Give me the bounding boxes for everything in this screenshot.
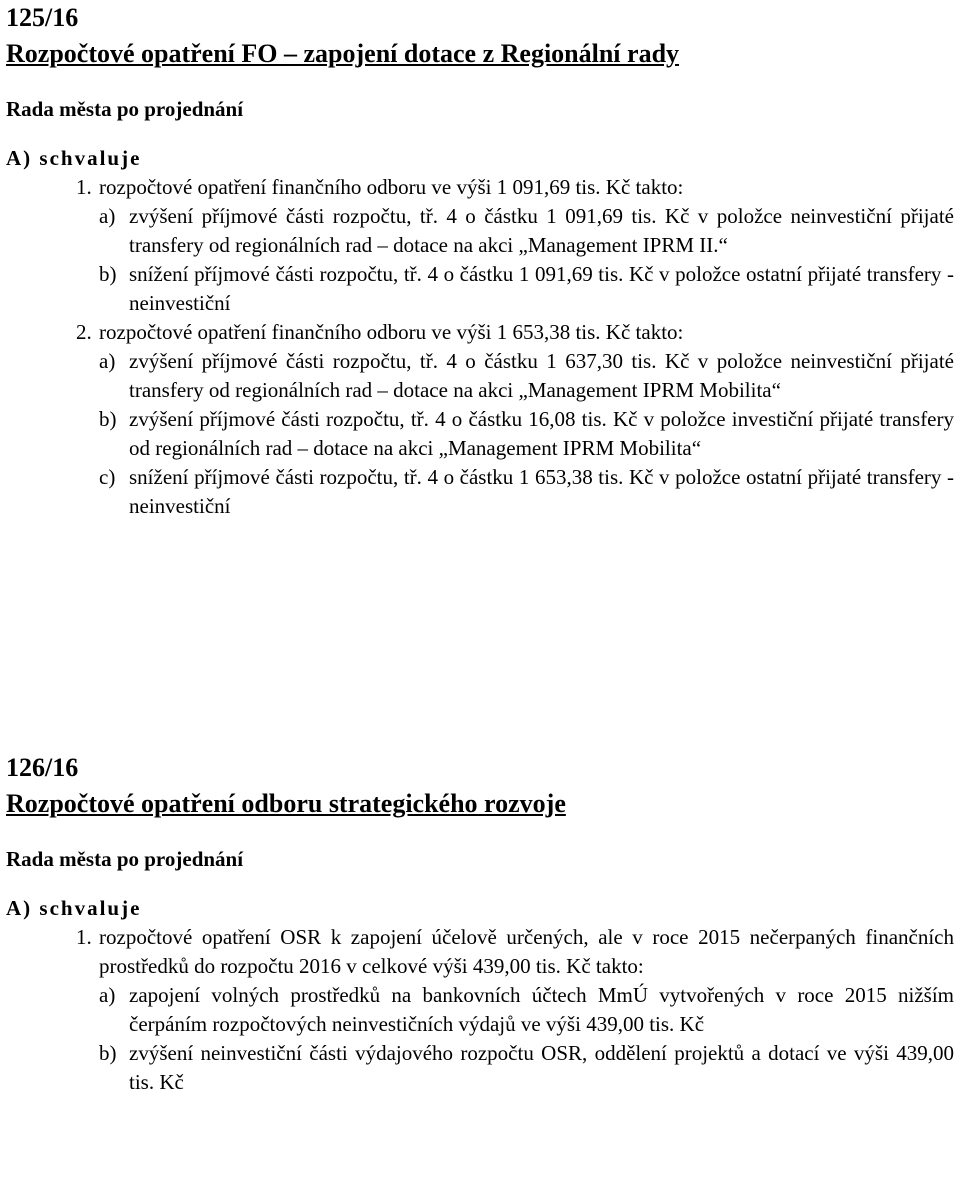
sub-item-letter: b)	[99, 1041, 117, 1065]
sub-item-text: zvýšení příjmové části rozpočtu, tř. 4 o částku 16,08 tis. Kč v položce investiční přijaté transfery od regionálních rad – dotace na akci „Management IPRM Mobilita“	[129, 407, 954, 460]
sub-item	[99, 202, 954, 260]
sub-item	[99, 260, 954, 318]
sub-item	[99, 463, 954, 521]
council-heading: Rada města po projednání	[6, 97, 244, 121]
sub-item-letter: c)	[99, 465, 116, 489]
sub-item-text: snížení příjmové části rozpočtu, tř. 4 o částku 1 091,69 tis. Kč v položce ostatní přijaté transfery - neinvestiční	[129, 262, 954, 315]
sub-item-letter: b)	[99, 407, 117, 431]
list-item	[6, 318, 954, 521]
sub-item-letter: b)	[99, 262, 117, 286]
sub-item	[99, 981, 954, 1039]
approve-heading: A) schvaluje	[6, 146, 142, 170]
list-item	[6, 173, 954, 318]
sub-item-text: zvýšení příjmové části rozpočtu, tř. 4 o částku 1 091,69 tis. Kč v položce neinvestiční přijaté transfery od regionálních rad – dotace na akci „Management IPRM II.“	[129, 204, 954, 257]
resolution-title: Rozpočtové opatření odboru strategického rozvoje	[6, 789, 566, 818]
item-text: rozpočtové opatření finančního odboru ve výši 1 091,69 tis. Kč takto:	[99, 175, 684, 199]
sub-item-text: zvýšení příjmové části rozpočtu, tř. 4 o částku 1 637,30 tis. Kč v položce neinvestiční přijaté transfery od regionálních rad – dotace na akci „Management IPRM Mobilita“	[129, 349, 954, 402]
sub-item-letter: a)	[99, 204, 116, 228]
list-item	[6, 923, 954, 1097]
sub-item	[99, 1039, 954, 1097]
resolution-title: Rozpočtové opatření FO – zapojení dotace z Regionální rady	[6, 39, 680, 68]
resolution-125	[6, 0, 954, 521]
sub-item	[99, 347, 954, 405]
resolution-126	[6, 750, 954, 1097]
sub-item-letter: a)	[99, 349, 116, 373]
item-number: 2.	[76, 320, 92, 344]
council-heading: Rada města po projednání	[6, 847, 244, 871]
sub-item	[99, 405, 954, 463]
item-number: 1.	[76, 925, 92, 949]
sub-item-text: zvýšení neinvestiční části výdajového rozpočtu OSR, oddělení projektů a dotací ve výši 439,00 tis. Kč	[129, 1041, 954, 1094]
sub-item-letter: a)	[99, 983, 116, 1007]
item-number: 1.	[76, 175, 92, 199]
sub-item-text: zapojení volných prostředků na bankovních účtech MmÚ vytvořených v roce 2015 nižším čerpáním rozpočtových neinvestičních výdajů ve výši 439,00 tis. Kč	[129, 983, 954, 1036]
item-text: rozpočtové opatření OSR k zapojení účelově určených, ale v roce 2015 nečerpaných finančních prostředků do rozpočtu 2016 v celkové výši 439,00 tis. Kč takto:	[99, 925, 954, 978]
item-text: rozpočtové opatření finančního odboru ve výši 1 653,38 tis. Kč takto:	[99, 320, 684, 344]
resolution-number: 125/16	[6, 3, 79, 32]
resolution-number: 126/16	[6, 753, 79, 782]
approve-heading: A) schvaluje	[6, 896, 142, 920]
sub-item-text: snížení příjmové části rozpočtu, tř. 4 o částku 1 653,38 tis. Kč v položce ostatní přijaté transfery - neinvestiční	[129, 465, 954, 518]
